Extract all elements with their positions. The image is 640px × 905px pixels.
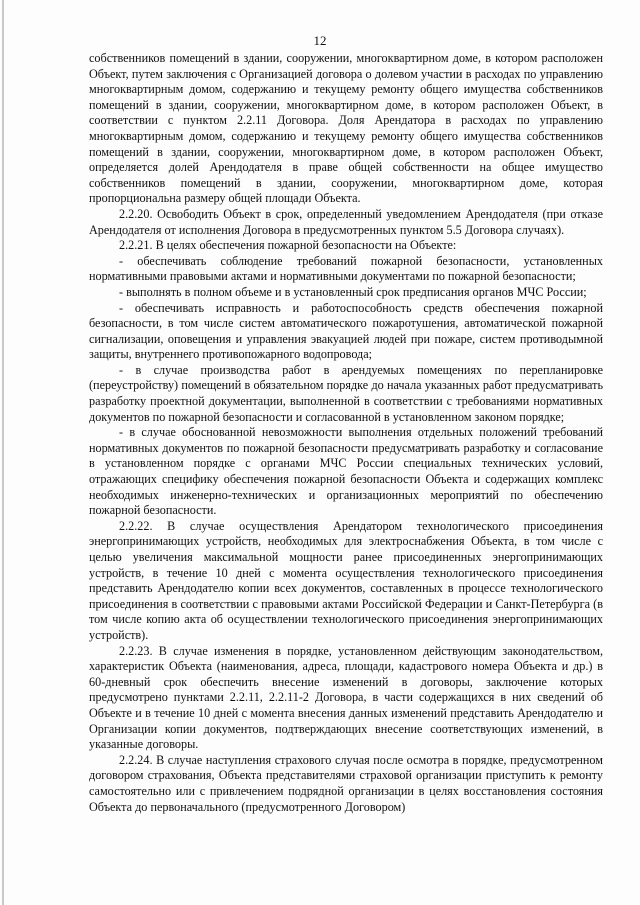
clause-2-2-23: 2.2.23. В случае изменения в порядке, установленном действующим законодательством, характеристик Объекта (наименования, адреса, площади, кадастрового номера Объекта и др.) в 60-дневный срок обеспечить внесение изменений в договоры, заключение которых предусмотрено пунктами 2.2.11, 2.2.11-2 Договора, в части содержащихся в них сведений об Объекте и в течение 10 дней с момента внесения данных изменений представить Арендодателю и Организации копии документов, подтверждающих внесение соответствующих изменений, в указанные договоры.: [89, 643, 603, 752]
clause-2-2-20: 2.2.20. Освободить Объект в срок, определенный уведомлением Арендодателя (при отказе Арендодателя от исполнения Договора в предусмотренных пунктом 5.5 Договора случаях).: [89, 206, 603, 237]
page-number: 12: [313, 33, 327, 48]
list-item-special-conditions: - в случае обоснованной невозможности выполнения отдельных положений требований нормативных документов по пожарной безопасности предусматривать разработку и согласование в установленном порядке с органами МЧС России специальных технических условий, отражающих специфику обеспечения пожарной безопасности Объекта и содержащих комплекс необходимых инженерно-технических и организационных мероприятий по обеспечению пожарной безопасности.: [89, 425, 603, 518]
list-item-mchs-orders: - выполнять в полном объеме и в установленный срок предписания органов МЧС России;: [119, 284, 587, 299]
clause-2-2-22: 2.2.22. В случае осуществления Арендатором технологического присоединения энергопринимающих устройств, необходимых для электроснабжения Объекта, в том числе с целью увеличения максимальной мощности ранее присоединенных энергопринимающих устройств, в течение 10 дней с момента осуществления технологического присоединения представить Арендодателю копии всех документов, составленных в процессе технологического присоединения в соответствии с правовыми актами Российской Федерации и Санкт-Петербурга (в том числе копию акта об осуществлении технологического присоединения энергопринимающих устройств).: [89, 518, 603, 642]
list-item-fire-requirements: - обеспечивать соблюдение требований пожарной безопасности, установленных нормативными правовыми актами и нормативными документами по пожарной безопасности;: [89, 253, 603, 284]
clause-2-2-21: 2.2.21. В целях обеспечения пожарной безопасности на Объекте:: [119, 238, 457, 253]
document-body: [89, 51, 603, 815]
list-item-replanning: - в случае производства работ в арендуемых помещениях по перепланировке (переустройству) помещений в обязательном порядке до начала указанных работ предусматривать разработку проектной документации, выполненной в соответствии с требованиями нормативных документов по пожарной безопасности и согласованной в установленном законом порядке;: [89, 362, 603, 424]
clause-2-2-24: 2.2.24. В случае наступления страхового случая после осмотра в порядке, предусмотренном договором страхования, Объекта представителями страховой организации приступить к ремонту самостоятельно или с привлечением подрядной организации в целях восстановления состояния Объекта до первоначального (предусмотренного Договором): [89, 752, 603, 814]
list-item-fire-systems: - обеспечивать исправность и работоспособность средств обеспечения пожарной безопасности, в том числе систем автоматического пожаротушения, автоматической пожарной сигнализации, оповещения и управления эвакуацией людей при пожаре, систем противодымной защиты, внутреннего противопожарного водопровода;: [89, 300, 603, 362]
paragraph-continuation: собственников помещений в здании, сооружении, многоквартирном доме, в котором расположен Объект, путем заключения с Организацией договора о долевом участии в расходах по управлению многоквартирным домом, содержанию и текущему ремонту общего имущества собственников помещений в здании, сооружении, многоквартирном доме, в котором расположен Объект, в соответствии с пунктом 2.2.11 Договора. Доля Арендатора в расходах по управлению многоквартирным домом, содержанию и текущему ремонту общего имущества собственников помещений в здании, сооружении, многоквартирном доме, в котором расположен Объект, определяется долей Арендодателя в праве общей собственности на общее имущество собственников помещений в здании, сооружении, многоквартирном доме, которая пропорциональна размеру общей площади Объекта.: [89, 51, 603, 206]
scan-edge: [2, 0, 4, 905]
